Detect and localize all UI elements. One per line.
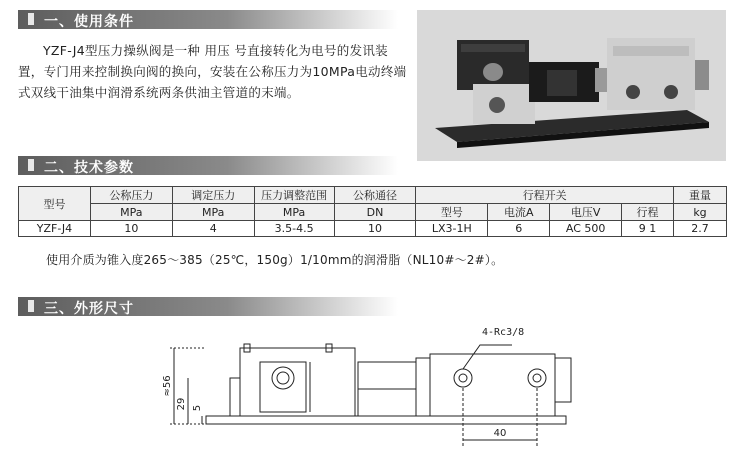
cell-weight: 2.7 xyxy=(673,221,726,237)
table-subheader-row xyxy=(19,204,727,221)
dim-height-5: 5 xyxy=(192,404,203,412)
header-weight: 重量 xyxy=(673,187,726,204)
port-label: 4-Rc3/8 xyxy=(482,327,525,338)
cell-model: YZF-J4 xyxy=(19,221,91,237)
left-flange xyxy=(230,378,240,416)
section-title: 一、使用条件 xyxy=(44,14,134,30)
section-header-dimensions xyxy=(18,297,398,316)
intro-text: YZF-J4型压力操纵阀是一种 用压 号直接转化为电号的发讯装置，专门用来控制换向阀的换向，安装在公称压力为10MPa电动终端式双线干油集中润滑系统两条供油主管道的末端。 xyxy=(18,43,407,100)
medium-note: 使用介质为锥入度265～385（25℃，150g）1/10mm的润滑脂（NL10#～2#）。 xyxy=(46,253,504,267)
header-nom-bore: 公称通径 xyxy=(334,187,416,204)
section-title: 二、技术参数 xyxy=(44,160,134,176)
header-adj-range: 压力调整范围 xyxy=(254,187,334,204)
cell-current: 6 xyxy=(488,221,550,237)
header-travel-switch: 行程开关 xyxy=(416,187,674,204)
port-left xyxy=(454,369,472,387)
cell-switch-model: LX3-1H xyxy=(416,221,488,237)
unit-dn: DN xyxy=(334,204,416,221)
section-header-usage xyxy=(18,10,398,29)
header-nom-pressure: 公称压力 xyxy=(90,187,172,204)
unit-mpa: MPa xyxy=(90,204,172,221)
product-photo xyxy=(417,10,726,161)
section-bullet xyxy=(28,300,34,312)
subheader-travel: 行程 xyxy=(622,204,674,221)
dim-height-56: ≈56 xyxy=(162,375,173,397)
cell-voltage: AC 500 xyxy=(550,221,622,237)
unit-mpa: MPa xyxy=(254,204,334,221)
cell-adj-range: 3.5-4.5 xyxy=(254,221,334,237)
section-bullet xyxy=(28,159,34,171)
end-cap xyxy=(555,358,571,402)
unit-mpa: MPa xyxy=(172,204,254,221)
cell-set-pressure: 4 xyxy=(172,221,254,237)
intro-paragraph xyxy=(18,40,410,103)
dimension-drawing xyxy=(160,318,585,452)
header-set-pressure: 调定压力 xyxy=(172,187,254,204)
table-header-row xyxy=(19,187,727,204)
unit-kg: kg xyxy=(673,204,726,221)
nut xyxy=(416,358,430,416)
dim-width-40: 40 xyxy=(493,428,507,439)
table-row xyxy=(19,221,727,237)
port-right xyxy=(528,369,546,387)
subheader-voltage: 电压V xyxy=(550,204,622,221)
dim-height-29: 29 xyxy=(176,397,187,411)
subheader-switch-model: 型号 xyxy=(416,204,488,221)
left-housing xyxy=(260,362,306,412)
base-plate xyxy=(206,416,566,424)
section-title: 三、外形尺寸 xyxy=(44,301,134,317)
hex-nut-inner xyxy=(277,372,289,384)
left-block xyxy=(240,348,355,416)
cell-nom-bore: 10 xyxy=(334,221,416,237)
cell-travel: 9 1 xyxy=(622,221,674,237)
section-header-specs xyxy=(18,156,398,175)
hex-nut-outer xyxy=(272,367,294,389)
product-illustration xyxy=(417,10,726,161)
cell-nom-pressure: 10 xyxy=(90,221,172,237)
spec-table xyxy=(18,186,727,237)
right-block xyxy=(430,354,555,416)
header-model: 型号 xyxy=(19,187,91,221)
subheader-current: 电流A xyxy=(488,204,550,221)
section-bullet xyxy=(28,13,34,25)
